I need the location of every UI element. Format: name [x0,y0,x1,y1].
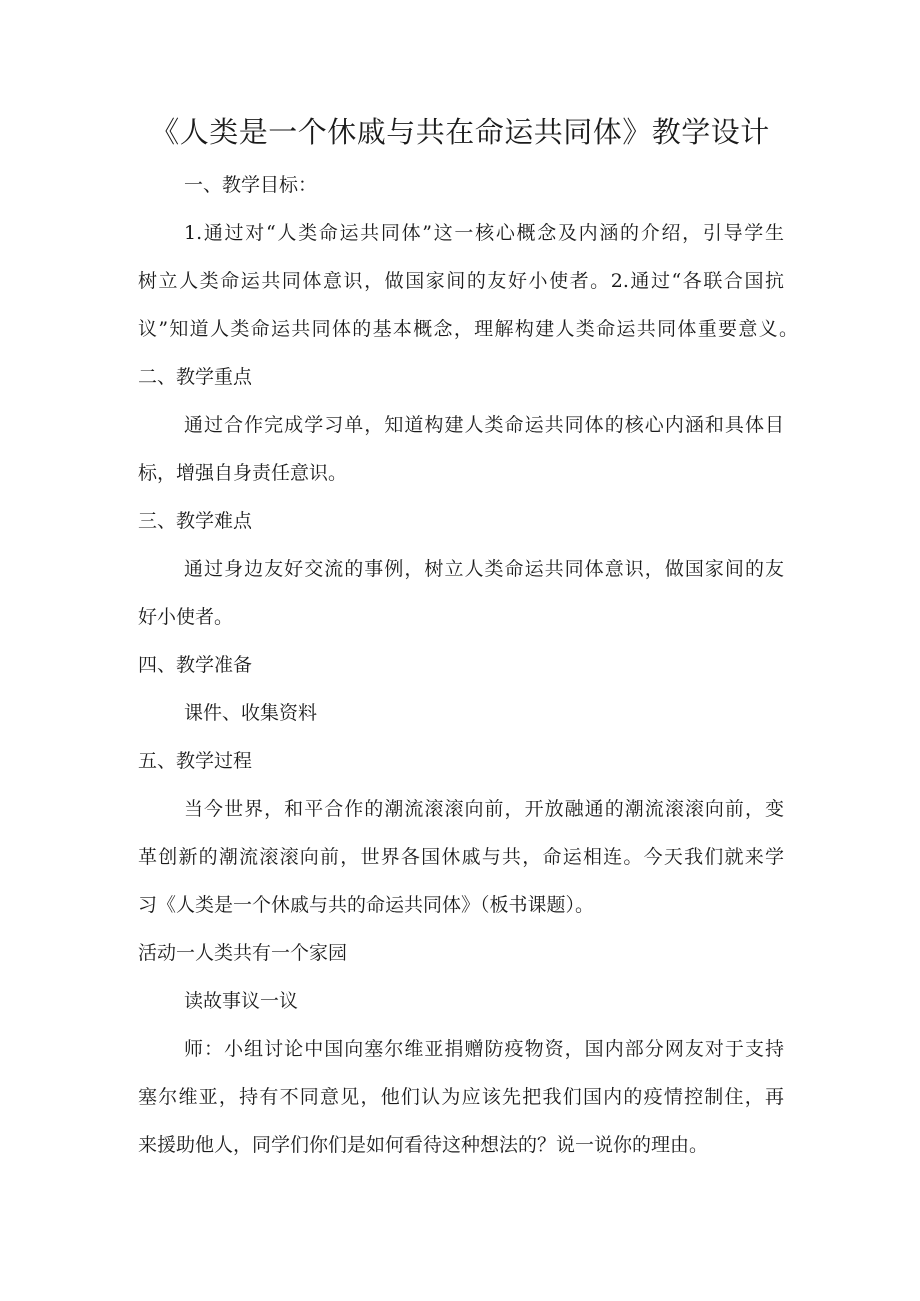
paragraph-line: 树立人类命运共同体意识，做国家间的友好小使者。2.通过“各联合国抗 [138,270,784,292]
sub-heading: 读故事议一议 [184,990,299,1012]
paragraph-line: 当今世界，和平合作的潮流滚滚向前，开放融通的潮流滚滚向前，变 [184,798,784,820]
section-heading-objectives: 一、教学目标： [184,174,318,196]
section-heading-process: 五、教学过程 [138,750,253,772]
paragraph-line: 议”知道人类命运共同体的基本概念，理解构建人类命运共同体重要意义。 [138,318,798,340]
paragraph-line: 革创新的潮流滚滚向前，世界各国休戚与共，命运相连。今天我们就来学 [138,846,784,868]
paragraph-line: 好小使者。 [138,606,234,628]
section-heading-preparation: 四、教学准备 [138,654,253,676]
paragraph-line: 通过合作完成学习单，知道构建人类命运共同体的核心内涵和具体目 [184,414,784,436]
paragraph-line: 课件、收集资料 [184,702,318,724]
document-title: 《人类是一个休戚与共在命运共同体》教学设计 [150,115,770,149]
paragraph-line: 标，增强自身责任意识。 [138,462,348,484]
paragraph-line: 习《人类是一个休戚与共的命运共同体》（板书课题）。 [138,894,595,916]
paragraph-line: 1.通过对“人类命运共同体”这一核心概念及内涵的介绍，引导学生 [184,222,784,244]
section-heading-difficulties: 三、教学难点 [138,510,253,532]
paragraph-line: 通过身边友好交流的事例，树立人类命运共同体意识，做国家间的友 [184,558,784,580]
section-heading-key-points: 二、教学重点 [138,366,253,388]
paragraph-line: 来援助他人，同学们你们是如何看待这种想法的？说一说你的理由。 [138,1134,709,1156]
paragraph-line: 师：小组讨论中国向塞尔维亚捐赠防疫物资，国内部分网友对于支持 [184,1038,784,1060]
paragraph-line: 塞尔维亚，持有不同意见，他们认为应该先把我们国内的疫情控制住，再 [138,1086,784,1108]
activity-heading: 活动一人类共有一个家园 [138,942,348,964]
